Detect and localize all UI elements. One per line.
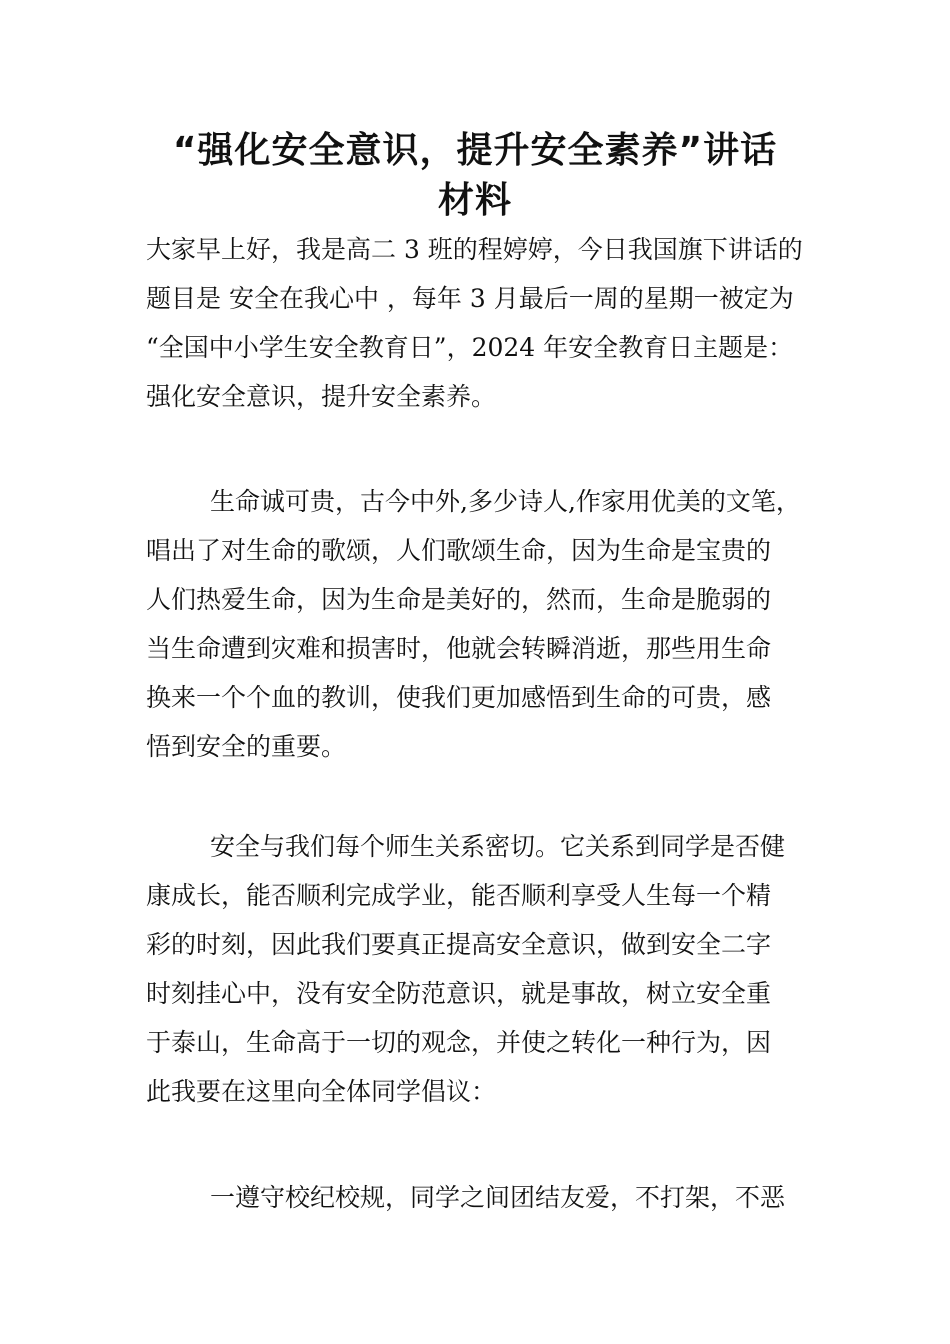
text-line: 安全与我们每个师生关系密切。它关系到同学是否健: [210, 832, 786, 861]
text-line: 大家早上好，我是高二 3 班的程婷婷，今日我国旗下讲话的: [146, 235, 803, 264]
text-line: “全国中小学生安全教育日”，2024 年安全教育日主题是：: [146, 333, 794, 362]
text-line: 悟到安全的重要。: [146, 732, 347, 761]
paragraph-greeting: [146, 225, 836, 421]
text-line: 时刻挂心中，没有安全防范意识，就是事故，树立安全重: [146, 979, 772, 1008]
text-line: 人们热爱生命，因为生命是美好的，然而，生命是脆弱的: [146, 585, 772, 614]
title-line: 材料: [437, 180, 512, 221]
text-line: 当生命遭到灾难和损害时，他就会转瞬消逝，那些用生命: [146, 634, 772, 663]
text-line: 唱出了对生命的歌颂，人们歌颂生命，因为生命是宝贵的: [146, 536, 772, 565]
text-line: 一遵守校纪校规，同学之间团结友爱，不打架，不恶: [210, 1183, 786, 1212]
paragraph-proposal: [146, 1173, 836, 1222]
title-line: “强化安全意识，提升安全素养”讲话: [172, 130, 778, 171]
text-line: 彩的时刻，因此我们要真正提高安全意识，做到安全二字: [146, 930, 772, 959]
text-line: 生命诚可贵，古今中外,多少诗人,作家用优美的文笔，: [210, 487, 801, 516]
paragraph-life: [146, 477, 836, 771]
text-line: 题目是 安全在我心中 ，每年 3 月最后一周的星期一被定为: [146, 284, 794, 313]
text-line: 于泰山，生命高于一切的观念，并使之转化一种行为，因: [146, 1028, 772, 1057]
text-line: 换来一个个血的教训，使我们更加感悟到生命的可贵，感: [146, 683, 772, 712]
document-title: [140, 126, 810, 226]
text-line: 康成长，能否顺利完成学业，能否顺利享受人生每一个精: [146, 881, 772, 910]
paragraph-safety: [146, 822, 836, 1116]
text-line: 强化安全意识，提升安全素养。: [146, 382, 497, 411]
text-line: 此我要在这里向全体同学倡议：: [146, 1077, 497, 1106]
